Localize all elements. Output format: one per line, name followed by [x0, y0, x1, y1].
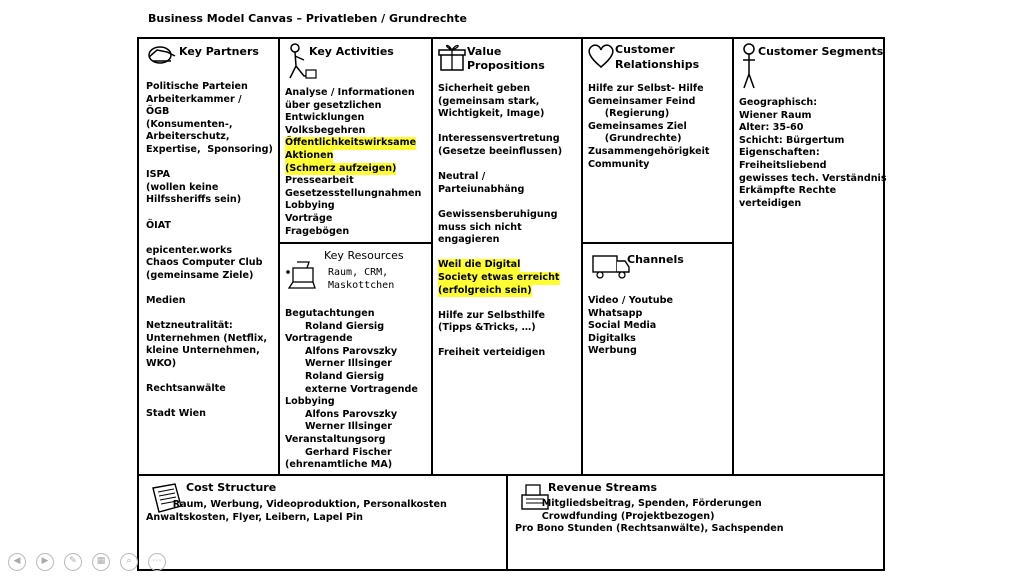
text-line — [438, 121, 562, 134]
text-line: verteidigen — [739, 197, 802, 209]
text-line: Neutral / — [438, 171, 486, 183]
text-line: Roland Giersig — [285, 320, 385, 332]
key-resources-section — [278, 242, 431, 474]
key-partners-list — [146, 81, 273, 421]
text-line: Digitalks — [588, 332, 636, 344]
text-line: Entwicklungen — [285, 112, 365, 124]
text-line: Erkämpfte Rechte — [739, 185, 837, 197]
prev-icon[interactable]: ◀ — [8, 553, 26, 571]
text-line: Pro Bono Stunden (Rechtsanwälte), Sachspenden — [515, 523, 784, 535]
text-line: (erfolgreich sein) — [438, 284, 532, 296]
text-line: epicenter.works — [146, 244, 233, 256]
text-line: Freiheit verteidigen — [438, 347, 546, 359]
text-line: (ehrenamtliche MA) — [285, 459, 393, 471]
text-line: Fragebögen — [285, 225, 350, 237]
next-icon[interactable]: ▶ — [36, 553, 54, 571]
key-resources-list — [285, 308, 418, 472]
key-resources-heading: Key Resources — [324, 249, 404, 262]
text-line — [438, 297, 562, 310]
channels-heading: Channels — [627, 253, 684, 266]
customer-relationships-heading-2: Relationships — [615, 58, 700, 71]
text-line — [146, 283, 273, 296]
text-line: Gewissensberuhigung — [438, 208, 558, 220]
text-line: Medien — [146, 295, 186, 307]
text-line: Sicherheit geben — [438, 83, 531, 94]
customer-segments-heading: Customer Segments — [758, 45, 884, 58]
text-line: Arbeiterschutz, — [146, 131, 230, 143]
text-line: (Gesetze beeinflussen) — [438, 145, 563, 157]
text-line: Community — [588, 158, 650, 170]
text-line: Netzneutralität: — [146, 320, 233, 332]
text-line: ÖGB — [146, 106, 170, 118]
text-line — [146, 396, 273, 409]
channels-list — [588, 295, 673, 358]
cost-structure-section — [139, 474, 506, 569]
key-partners-section — [139, 39, 278, 474]
text-line: Arbeiterkammer / — [146, 93, 242, 105]
text-line — [146, 232, 273, 245]
value-propositions-heading: Value Propositions — [467, 45, 545, 72]
text-line: Vorträge — [285, 212, 333, 224]
key-resources-intro — [328, 266, 394, 292]
text-line: Gemeinsames Ziel — [588, 120, 687, 132]
text-line — [146, 157, 273, 170]
text-line: (Regierung) — [588, 108, 670, 120]
text-line: Gerhard Fischer — [285, 446, 392, 458]
value-propositions-list — [438, 83, 562, 360]
text-line: (gemeinsame Ziele) — [146, 269, 254, 281]
text-line — [438, 196, 562, 209]
text-line: Lobbying — [285, 396, 335, 408]
channels-section — [581, 242, 732, 474]
text-line: Wiener Raum — [739, 109, 812, 121]
resources-icon — [285, 254, 317, 290]
text-line: WKO) — [146, 358, 177, 370]
revenue-streams-heading: Revenue Streams — [548, 481, 658, 494]
text-line: Eigenschaften: — [739, 147, 820, 159]
revenue-streams-section — [506, 474, 885, 569]
text-line: Crowdfunding (Projektbezogen) — [515, 510, 715, 522]
cost-structure-list — [146, 499, 447, 524]
text-line: Hilfe zur Selbsthilfe — [438, 309, 546, 321]
key-activities-heading: Key Activities — [309, 45, 394, 58]
text-line: Vortragende — [285, 333, 353, 345]
customer-segments-section — [732, 39, 885, 474]
text-line: Wichtigkeit, Image) — [438, 108, 545, 120]
text-line: (Grundrechte) — [588, 133, 682, 145]
text-line: Werner Illsinger — [285, 421, 393, 433]
key-activities-section — [278, 39, 431, 242]
text-line: Hilfe zur Selbst- Hilfe — [588, 83, 704, 94]
text-line: Analyse / Informationen — [285, 87, 415, 98]
customer-segments-list — [739, 97, 887, 210]
text-line: Gesetzesstellungnahmen — [285, 187, 422, 199]
gift-icon — [437, 42, 467, 74]
text-line: Aktionen — [285, 149, 334, 161]
cost-structure-heading: Cost Structure — [186, 481, 277, 494]
text-line — [438, 247, 562, 260]
text-line: kleine Unternehmen, — [146, 345, 260, 357]
text-line: Schicht: Bürgertum — [739, 134, 845, 146]
text-line: Öffentlichkeitswirksame — [285, 137, 417, 149]
text-line: ÖIAT — [146, 219, 171, 231]
text-line: Stadt Wien — [146, 408, 206, 420]
text-line: Zusammengehörigkeit — [588, 145, 710, 157]
text-line: Alfons Parovszky — [285, 345, 398, 357]
revenue-streams-list — [515, 498, 784, 536]
text-line: Interessensvertretung — [438, 133, 560, 145]
text-line: Video / Youtube — [588, 295, 673, 306]
text-line: (wollen keine — [146, 181, 219, 193]
text-line: Parteiunabhäng — [438, 183, 525, 195]
text-line: Raum, CRM, — [328, 267, 389, 278]
text-line: Alfons Parovszky — [285, 408, 398, 420]
text-line: Freiheitsliebend — [739, 159, 827, 171]
text-line: Pressearbeit — [285, 175, 354, 187]
text-line: Raum, Werbung, Videoproduktion, Personalkosten — [146, 499, 447, 510]
text-line: Alter: 35-60 — [739, 122, 804, 134]
text-line: Weil die Digital — [438, 259, 521, 271]
text-line: Social Media — [588, 320, 657, 332]
text-line: (Tipps &Tricks, …) — [438, 322, 536, 334]
text-line: Volksbegehren — [285, 124, 366, 136]
person-icon — [739, 42, 759, 92]
key-activities-list — [285, 87, 421, 238]
text-line — [146, 308, 273, 321]
heart-icon — [587, 43, 615, 69]
customer-relationships-heading-1: Customer — [615, 43, 675, 56]
text-line: engagieren — [438, 234, 500, 246]
slides-icon[interactable]: ▦ — [92, 553, 110, 571]
text-line: Lobbying — [285, 200, 335, 212]
text-line: gewisses tech. Verständnis — [739, 172, 887, 184]
pen-icon[interactable]: ✎ — [64, 553, 82, 571]
text-line: ISPA — [146, 169, 171, 181]
text-line: Mitgliedsbeitrag, Spenden, Förderungen — [515, 498, 762, 509]
text-line — [438, 335, 562, 348]
search-icon[interactable]: ⌕ — [120, 553, 138, 571]
key-partners-heading: Key Partners — [179, 45, 259, 58]
text-line — [438, 159, 562, 172]
text-line: Werbung — [588, 345, 637, 357]
text-line: Expertise, Sponsoring) — [146, 143, 273, 155]
text-line: Politische Parteien — [146, 81, 248, 92]
text-line: Anwaltskosten, Flyer, Leibern, Lapel Pin — [146, 511, 363, 523]
value-propositions-section — [431, 39, 581, 474]
text-line: Society etwas erreicht — [438, 271, 560, 283]
text-line: Whatsapp — [588, 307, 643, 319]
text-line: über gesetzlichen — [285, 99, 382, 111]
text-line: Maskottchen — [328, 280, 395, 291]
text-line: Gemeinsamer Feind — [588, 95, 696, 107]
text-line: Veranstaltungsorg — [285, 433, 386, 445]
truck-icon — [591, 252, 631, 282]
text-line: Begutachtungen — [285, 308, 375, 319]
text-line: Hilfssheriffs sein) — [146, 194, 242, 206]
text-line: (Konsumenten-, — [146, 118, 233, 130]
text-line: Rechtsanwälte — [146, 383, 226, 395]
text-line: Roland Giersig — [285, 370, 385, 382]
text-line: (Schmerz aufzeigen) — [285, 162, 397, 174]
customer-relationships-list — [588, 83, 710, 171]
text-line: Geographisch: — [739, 97, 818, 108]
text-line: (gemeinsam stark, — [438, 95, 540, 107]
text-line: Werner Illsinger — [285, 358, 393, 370]
handshake-icon — [145, 42, 179, 68]
text-line: Chaos Computer Club — [146, 257, 263, 269]
text-line — [146, 207, 273, 220]
text-line: muss sich nicht — [438, 221, 522, 233]
text-line — [146, 371, 273, 384]
text-line: externe Vortragende — [285, 383, 418, 395]
business-model-canvas — [137, 37, 885, 571]
page-title: Business Model Canvas – Privatleben / Grundrechte — [148, 12, 467, 25]
customer-relationships-section — [581, 39, 732, 242]
text-line: Unternehmen (Netflix, — [146, 332, 268, 344]
more-icon[interactable]: ⋯ — [148, 553, 166, 571]
